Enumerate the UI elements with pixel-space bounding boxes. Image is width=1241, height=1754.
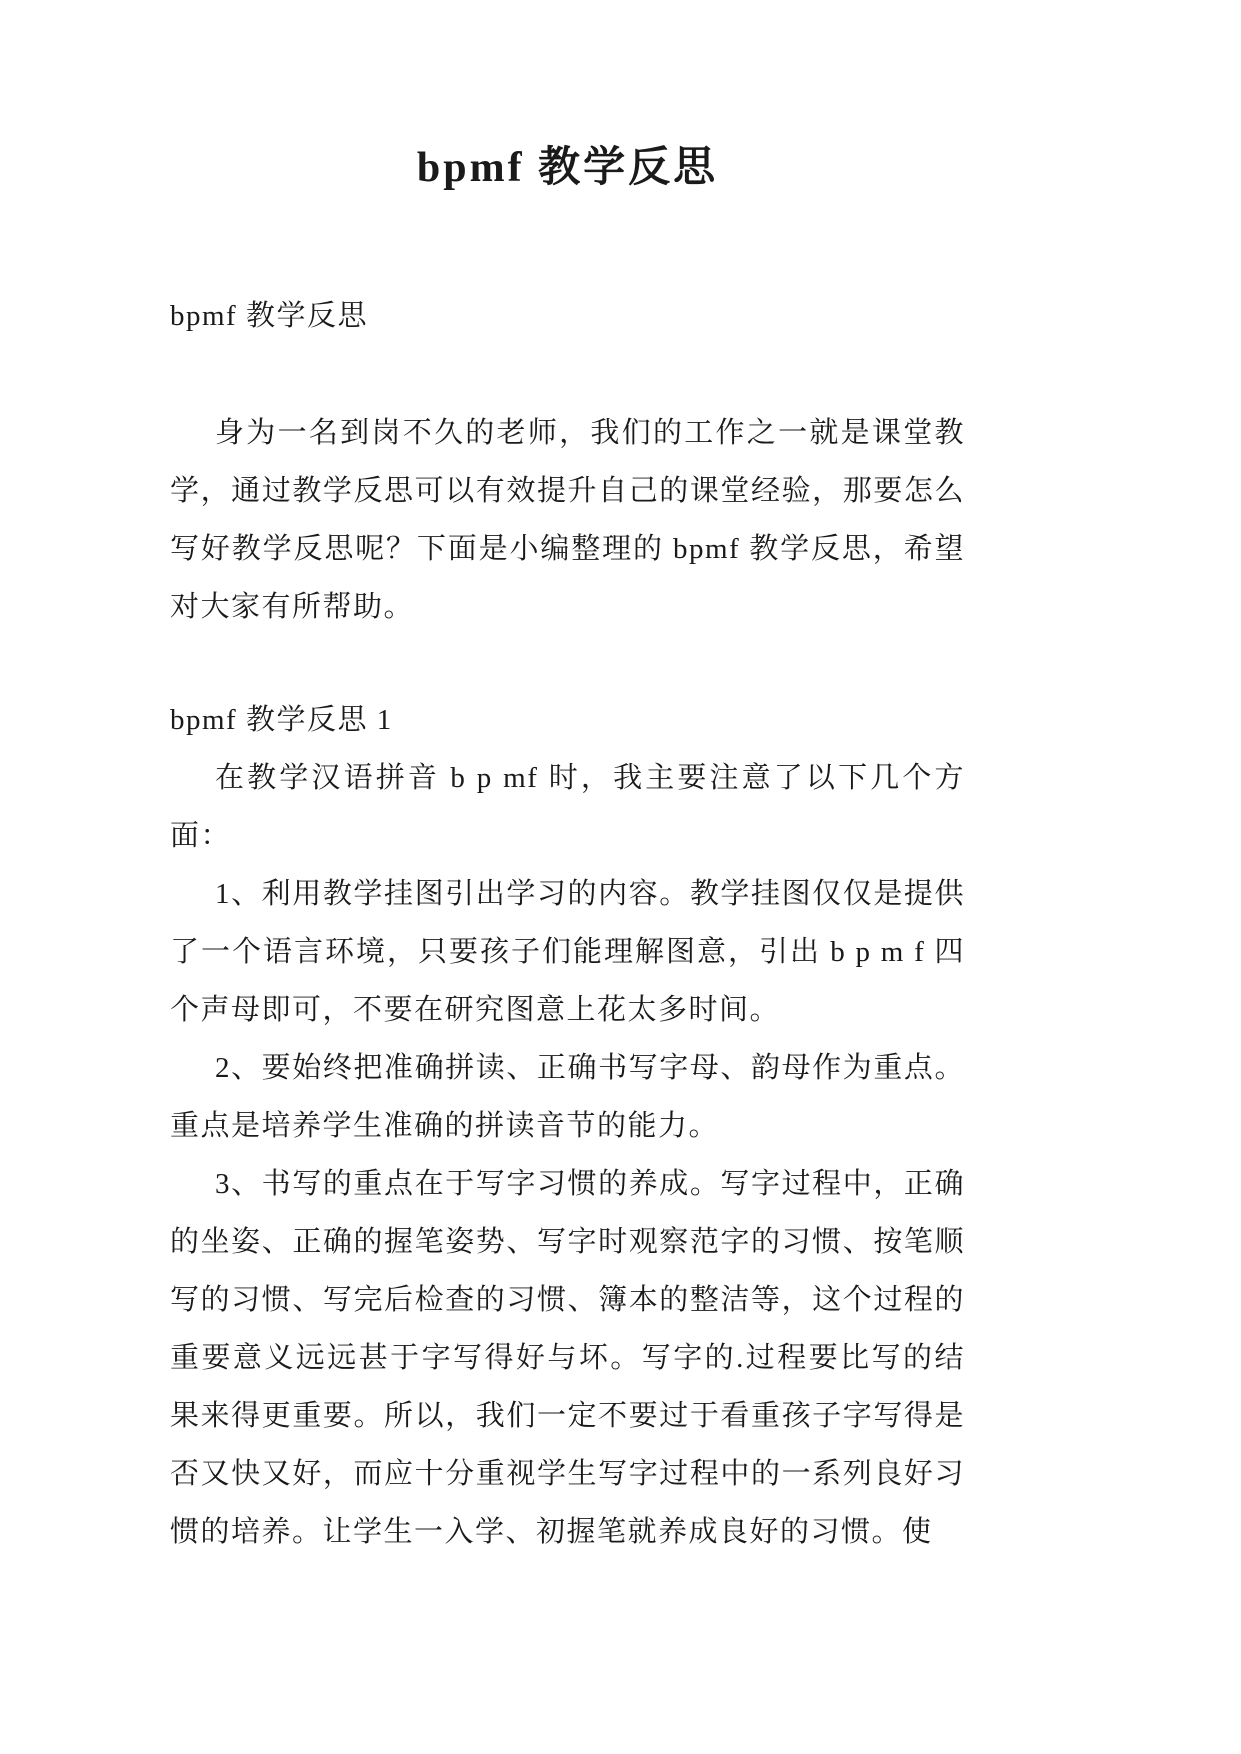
body-paragraph: 2、要始终把准确拼读、正确书写字母、韵母作为重点。重点是培养学生准确的拼读音节的能力。 [170,1052,965,1142]
body-paragraph: 在教学汉语拼音 b p mf 时，我主要注意了以下几个方面： [170,762,965,852]
section-heading: bpmf 教学反思 1 [170,704,393,736]
document-title: bpmf 教学反思 [416,145,719,191]
body-paragraph: 3、书写的重点在于写字习惯的养成。写字过程中，正确的坐姿、正确的握笔姿势、写字时观察范字的习惯、按笔顺写的习惯、写完后检查的习惯、簿本的整洁等，这个过程的重要意义远远甚于字写得好与坏。写字的.过程要比写的结果来得更重要。所以，我们一定不要过于看重孩子字写得是否又快又好，而应十分重视学生写字过程中的一系列良好习惯的培养。让学生一入学、初握笔就养成良好的习惯。使 [170,1168,965,1548]
document-subtitle: bpmf 教学反思 [170,300,368,332]
intro-paragraph: 身为一名到岗不久的老师，我们的工作之一就是课堂教学，通过教学反思可以有效提升自己的课堂经验，那要怎么写好教学反思呢？下面是小编整理的 bpmf 教学反思，希望对大家有所帮助。 [170,417,965,623]
body-paragraph: 1、利用教学挂图引出学习的内容。教学挂图仅仅是提供了一个语言环境，只要孩子们能理解图意，引出 b p m f 四个声母即可，不要在研究图意上花太多时间。 [170,878,965,1026]
